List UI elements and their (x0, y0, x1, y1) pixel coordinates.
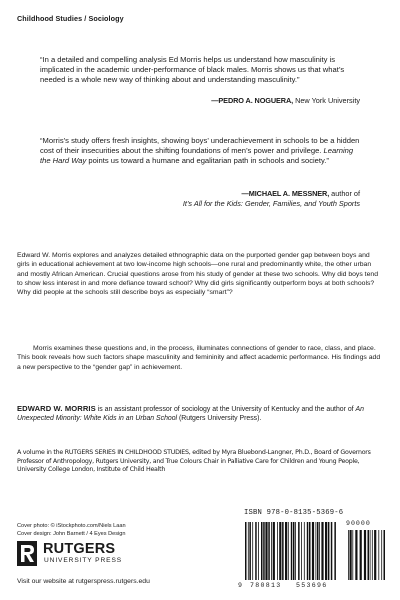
series-note: A volume in the RUTGERS SERIES IN CHILDHOOD STUDIES, edited by Myra Bluebond-Langner, Ph.D., Board of Governors Professor of Anthropology, Rutgers University, and True Colours Chair in Palliative Care for Children and Young People, University College London, Institute of Child Health (17, 449, 371, 474)
barcode-bar (252, 522, 253, 580)
barcode-bar (268, 522, 270, 580)
barcode-bar (307, 522, 309, 580)
barcode-bar (282, 522, 284, 580)
barcode-bar (279, 522, 281, 580)
barcode-bar (381, 530, 382, 580)
cover-credits (17, 522, 126, 538)
barcode-bar (317, 522, 319, 580)
ean-group-2: 553696 (296, 582, 328, 589)
publisher-logo (17, 541, 137, 569)
barcode-bar (293, 522, 295, 580)
barcode-bar (245, 522, 247, 580)
rutgers-r-icon (17, 541, 37, 566)
endorsement-attribution-2 (242, 189, 360, 199)
barcode-bar (273, 522, 275, 580)
barcode-bar (350, 530, 352, 580)
publisher-website: Visit our website at rutgerspress.rutgers.edu (17, 578, 150, 585)
barcode-bar (316, 522, 317, 580)
barcode-bar (321, 522, 323, 580)
category-label: Childhood Studies / Sociology (17, 14, 124, 23)
barcode-bar (261, 522, 263, 580)
barcode-bar (352, 530, 353, 580)
endorsement-quote-2 (40, 136, 362, 166)
barcode-bar (378, 530, 379, 580)
barcode-bar (319, 522, 320, 580)
barcode-bar (355, 530, 357, 580)
ean-group-1: 780813 (250, 582, 282, 589)
barcode-bar (360, 530, 362, 580)
barcode-bar (263, 522, 265, 580)
barcode-bar (348, 530, 349, 580)
barcode-bar (370, 530, 371, 580)
barcode-addon-number: 90000 (346, 520, 371, 527)
barcode-bar (331, 522, 333, 580)
barcode-bar (255, 522, 257, 580)
barcode-bar (374, 530, 376, 580)
endorsement-quote-1: “In a detailed and compelling analysis Ed Morris helps us understand how masculinity is implicated in the academic under-performance of black males. Morris shows us that what’s needed is a whole new way of thinking about and understanding masculinity.” (40, 55, 345, 84)
barcode-bar (301, 522, 302, 580)
endorser-book-title-2: It’s All for the Kids: Gender, Families, and Youth Sports (182, 199, 360, 208)
barcode-bar (291, 522, 293, 580)
barcode-bar (258, 522, 259, 580)
barcode-bar (364, 530, 366, 580)
description-paragraph-1: Edward W. Morris explores and analyzes detailed ethnographic data on the purported gender gap between boys and girls in educational achievement at two low-income high schools—one rural and predominantly white, the other urban and mostly African American. Crucial questions arose from his study of gender at these two schools. Why did boys tend to show less interest in and more defiance toward school? Why did girls significantly outperform boys at both schools? Why did people at the schools still describe boys as especially “smart”? (17, 252, 378, 297)
quote-2-text-start: “Morris’s study offers fresh insights, showing boys’ underachievement in schools to be a hidden cost of their insecurities about the shifting foundations of men’s power and privilege. (40, 136, 360, 155)
barcode (236, 518, 388, 583)
author-name: EDWARD W. MORRIS (17, 404, 96, 413)
barcode-bar (334, 522, 336, 580)
ean-first-digit: 9 (238, 582, 242, 589)
endorser-name-2: —MICHAEL A. MESSNER, (241, 189, 330, 198)
barcode-bar (248, 522, 249, 580)
publisher-name: RUTGERS (43, 541, 116, 557)
barcode-bar (304, 522, 305, 580)
barcode-bar (309, 522, 311, 580)
barcode-bar (325, 522, 327, 580)
barcode-bar (368, 530, 370, 580)
barcode-bar (384, 530, 386, 580)
barcode-bar (271, 522, 272, 580)
cover-design-credit: Cover design: John Barnett / 4 Eyes Design (17, 531, 126, 537)
barcode-bar (288, 522, 289, 580)
barcode-bar (372, 530, 373, 580)
bio-text-start: is an assistant professor of sociology at the University of Kentucky and the author of (95, 406, 356, 413)
publisher-subtitle: UNIVERSITY PRESS (44, 557, 123, 564)
description-paragraph-2: Morris examines these questions and, in the process, illuminates connections of gender to race, class, and place. This book reveals how such factors shape masculinity and femininity and affect academic performance. His findings add a new perspective to the “gender gap” in achievement. (17, 345, 381, 371)
barcode-bar (277, 522, 278, 580)
endorser-affiliation-2: author of (329, 189, 360, 198)
quote-2-text-end: points us toward a humane and egalitarian path in schools and society.” (86, 156, 329, 165)
barcode-bar (265, 522, 267, 580)
cover-photo-credit: Cover photo: © iStockphoto.com/Niels Laan (17, 523, 126, 529)
author-bio (17, 404, 384, 424)
bio-text-end: (Rutgers University Press). (177, 415, 262, 423)
endorser-name-1: —PEDRO A. NOGUERA, (211, 96, 294, 105)
bio-book-title: An Unexpected Minority: White Kids in an Urban School (17, 406, 364, 423)
endorser-affiliation-1: New York University (293, 96, 360, 105)
isbn-label: ISBN 978-0-8135-5369-6 (244, 509, 344, 517)
barcode-bar (285, 522, 287, 580)
barcode-bar (328, 522, 330, 580)
barcode-bar (249, 522, 251, 580)
barcode-bar (298, 522, 300, 580)
endorsement-attribution-1 (211, 96, 360, 106)
barcode-bar (312, 522, 314, 580)
quote-2-book-title: Learning the Hard Way (40, 146, 354, 165)
barcode-bar (295, 522, 296, 580)
